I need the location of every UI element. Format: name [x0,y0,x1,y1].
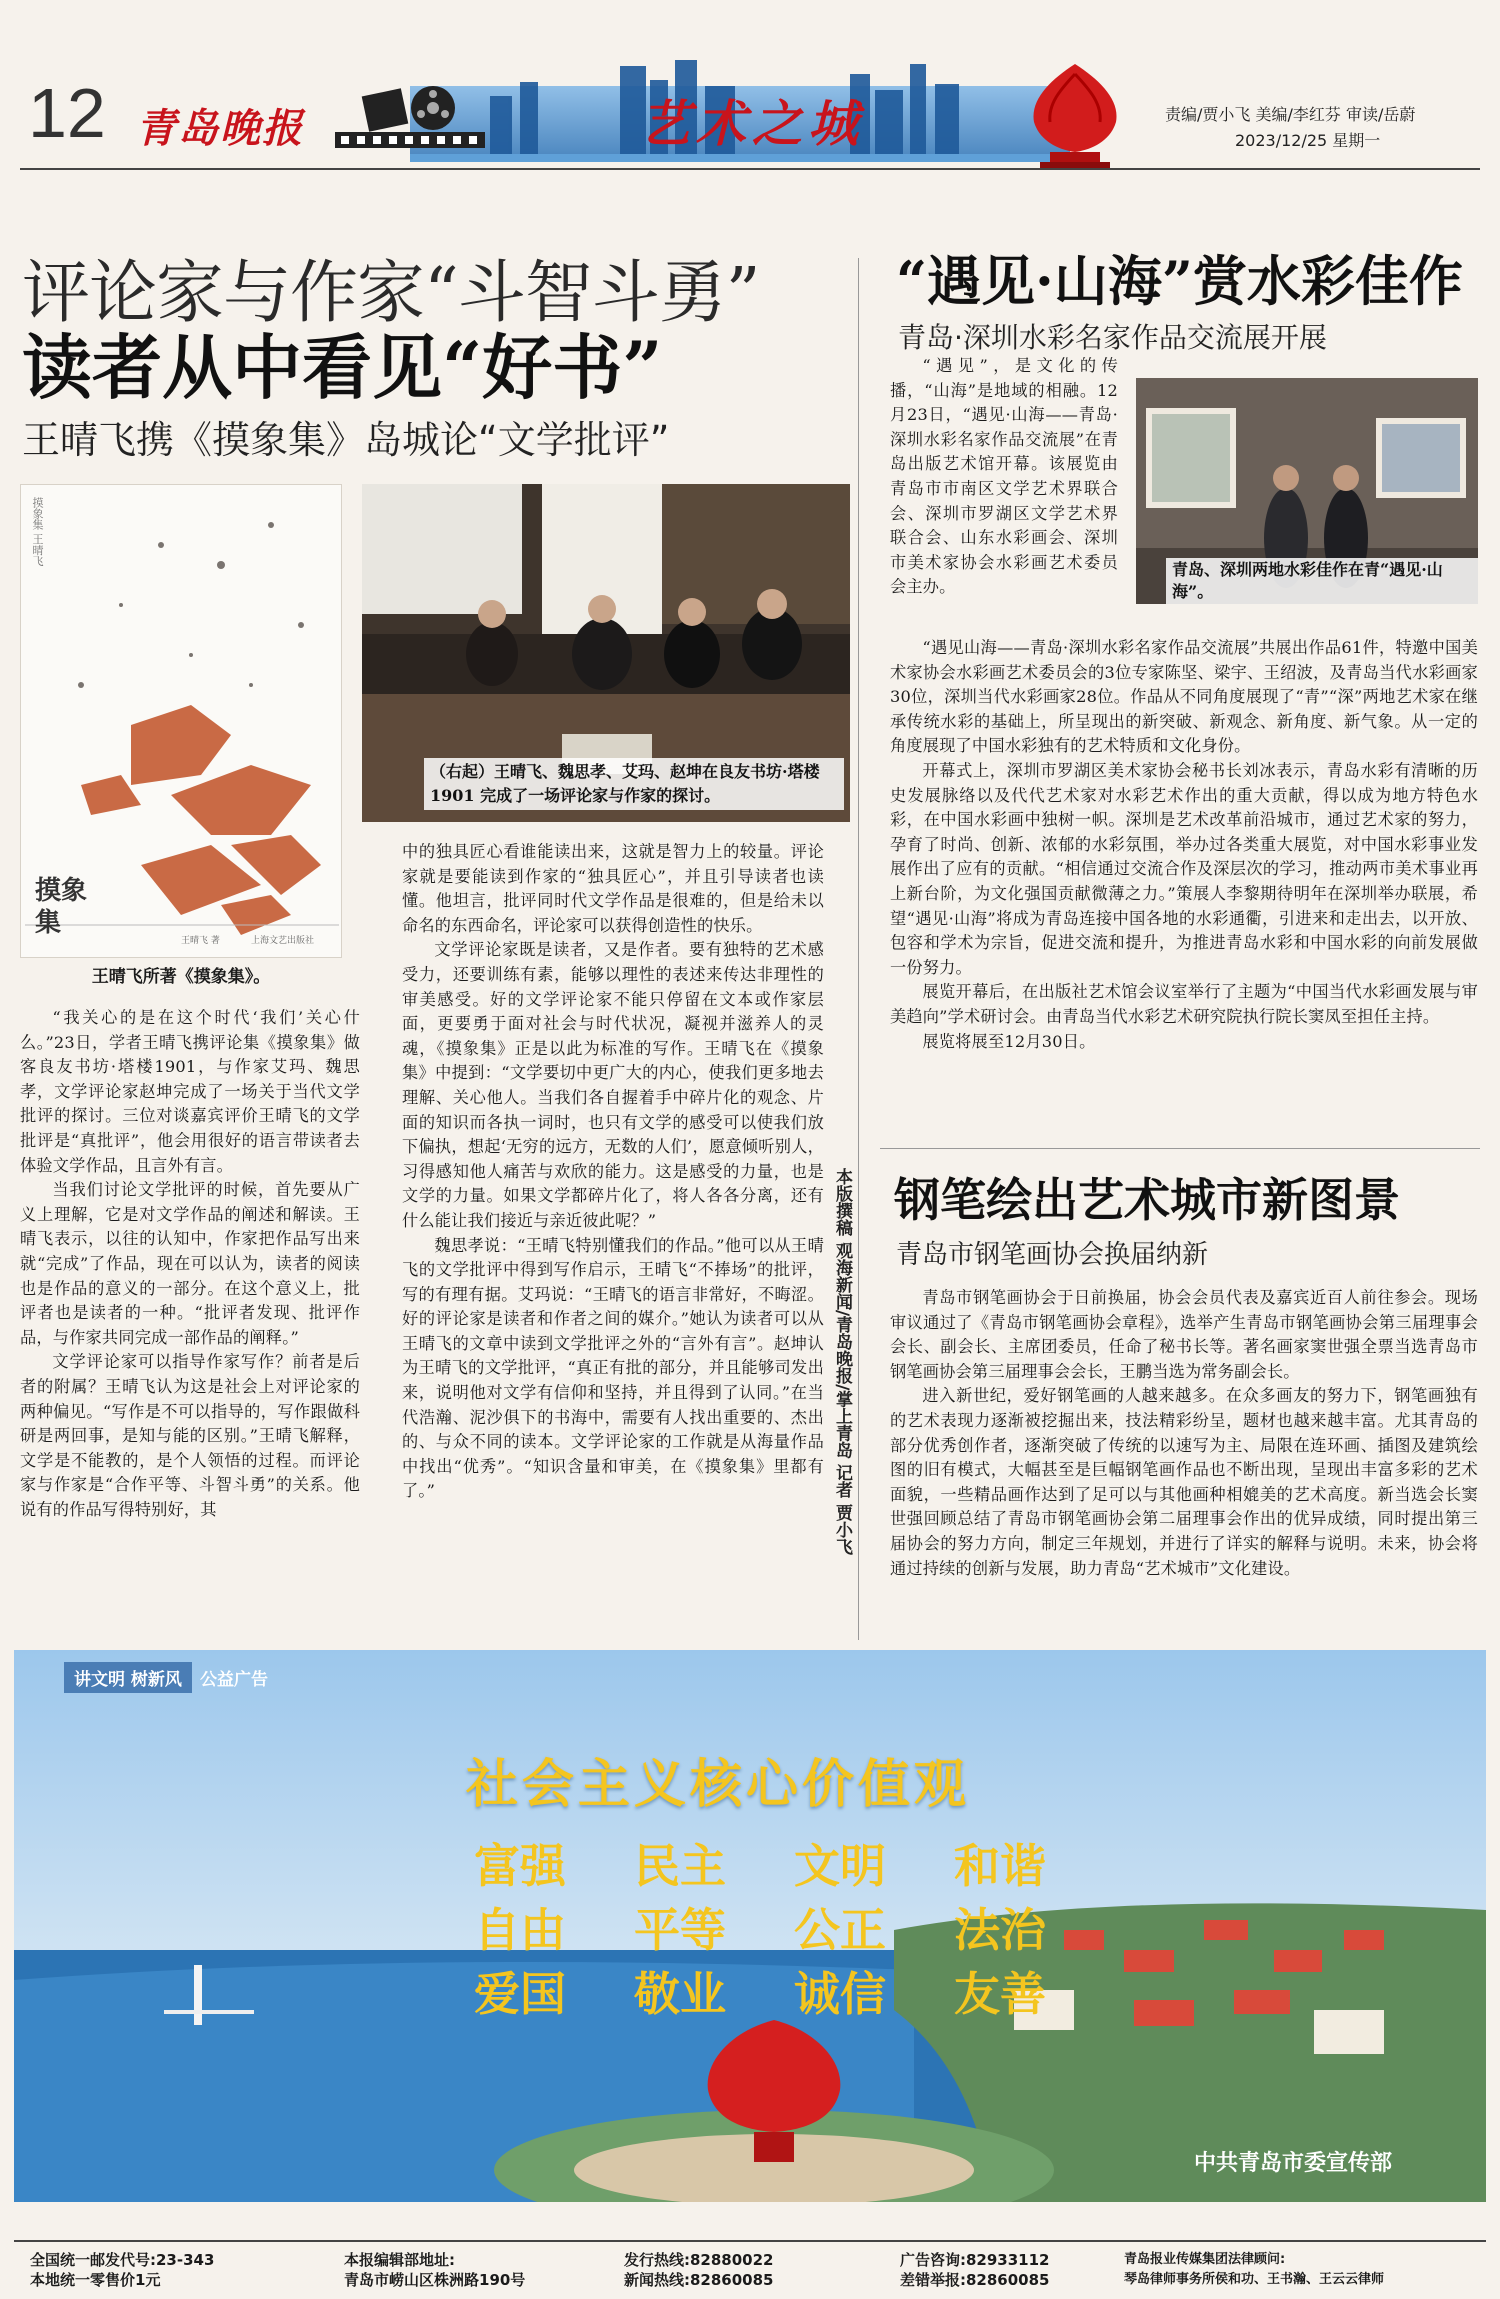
article2-paragraph: 开幕式上，深圳市罗湖区美术家协会秘书长刘冰表示，青岛水彩有清晰的历史发展脉络以及代代艺术家对水彩艺术作出的重大贡献，得以成为地方特色水彩，在中国水彩画中独树一帜。深圳是艺术改革前沿城市，通过艺术家的努力，孕育了时尚、创新、浓郁的水彩氛围，举办过各类重大展览，对中国水彩事业发展作出了应有的贡献。“相信通过交流合作及深层次的学习，推动两市美术事业再上新台阶，为文化强国贡献微薄之力。”策展人李黎期待明年在深圳举办联展，希望“遇见·山海”将成为青岛连接中国各地的水彩通衢，引进来和走出去，以开放、包容和学术为宗旨，促进交流和提升，为推进青岛水彩和中国水彩的向前发展做一份努力。 [890,760,1478,977]
article3-column [890,1286,1478,1581]
article3-paragraph: 进入新世纪，爱好钢笔画的人越来越多。在众多画友的努力下，钢笔画独有的艺术表现力逐渐被挖掘出来，技法精彩纷呈，题材也越来越丰富。尤其青岛的部分优秀创作者，逐渐突破了传统的以速写为主、局限在连环画、插图及建筑绘图的旧有模式，大幅甚至是巨幅钢笔画作品也不断出现，呈现出丰富多彩的艺术面貌，一些精品画作达到了足可以与其他画种相媲美的艺术高度。新当选会长窦世强回顾总结了青岛市钢笔画协会第二届理事会作出的优异成绩，同时提出第三届协会的努力方向，制定三年规划，并进行了详实的解释与说明。未来，协会将通过持续的创新与发展，助力青岛“艺术城市”文化建设。 [890,1386,1478,1578]
ad-value: 和谐 [954,1839,1046,1893]
issue-date: 2023/12/25 星期一 [1235,131,1381,150]
film-reel-icon [335,82,485,168]
ad-value: 公正 [794,1903,886,1957]
ad-value: 友善 [954,1967,1046,2021]
footer-item [344,2250,525,2290]
article-watercolor-headline: “遇见·山海”赏水彩佳作 [896,249,1463,313]
ad-value: 敬业 [634,1967,726,2021]
paper-name-logo: 青岛晚报 [136,105,304,152]
footer-item [30,2250,214,2290]
exhibition-photo-caption: 青岛、深圳两地水彩佳作在青“遇见·山海”。 [1166,558,1478,604]
footer-line: 青岛市崂山区株洲路190号 [344,2271,526,2289]
article2-paragraph: “遇见”，是文化的传播，“山海”是地域的相融。12月23日，“遇见·山海——青岛·深圳水彩名家作品交流展”在青岛出版艺术馆开幕。该展览由青岛市市南区文学艺术界联合会、深圳市罗湖区文学艺术界联合会、山东水彩画会、深圳市美术家协会水彩画艺术委员会主办。 [890,356,1118,597]
ad-value: 自由 [474,1903,566,1957]
article-pen-drawing-subheadline: 青岛市钢笔画协会换届纳新 [896,1240,1209,1270]
footer-item [900,2250,1050,2290]
footer-line: 新闻热线:82860085 [624,2271,774,2289]
article-byline: 本版撰稿 观海新闻/青岛晚报/掌上青岛 记者 贾小飞 [832,1168,852,1556]
book-publisher-on-cover: 上海文艺出版社 [251,936,315,946]
page-number: 12 [28,74,106,152]
ad-value: 平等 [634,1903,726,1957]
footer-line: 本报编辑部地址: [344,2251,455,2269]
article1-paragraph: 中的独具匠心看谁能读出来，这就是智力上的较量。评论家就是要能读到作家的“独具匠心”，并且引导读者也读懂。他坦言，批评同时代文学作品是很难的，但是给未以命名的东西命名，评论家可以获得创造性的快乐。 [402,842,824,935]
article-critic-headline-2: 读者从中看见“好书” [22,326,663,409]
article1-paragraph: 魏思孝说：“王晴飞特别懂我们的作品。”他可以从王晴飞的文学批评中得到写作启示，王晴飞“不捧场”的批评，写的有理有据。艾玛说：“王晴飞的语言非常好，不晦涩。好的评论家是读者和作者之间的媒介。”她认为读者可以从王晴飞的文章中读到文学批评之外的“言外有言”。赵坤认为王晴飞的文学批评，“真正有批的部分，并且能够司发出来，说明他对文学有信仰和坚持，并且得到了认同。”在当代浩瀚、泥沙俱下的书海中，需要有人找出重要的、杰出的、与众不同的读本。文学评论家的工作就是从海量作品中找出“优秀”。“知识含量和审美，在《摸象集》里都有了。” [402,1235,824,1501]
public-service-ad [14,1650,1486,2202]
ad-value: 爱国 [474,1967,566,2021]
article-critic-subheadline: 王晴飞携《摸象集》岛城论“文学批评” [22,418,670,462]
section-title: 艺术之城 [640,94,864,153]
ad-sponsor: 中共青岛市委宣传部 [1194,2151,1393,2176]
book-spine-text: 摸象集 王晴飞 [31,497,44,567]
ad-tag-slogan: 讲文明 树新风 [64,1662,192,1693]
footer-item [624,2250,774,2290]
article1-divider [858,258,859,1640]
masthead [0,0,1500,172]
article1-column-2 [402,840,824,1504]
ad-value: 法治 [954,1903,1046,1957]
footer-line: 琴岛律师事务所侯和功、王书瀚、王云云律师 [1124,2272,1385,2287]
article2-narrow-column [890,354,1118,600]
masthead-rule [20,168,1480,170]
ad-value: 文明 [794,1839,886,1893]
article1-paragraph: 当我们讨论文学批评的时候，首先要从广义上理解，它是对文学作品的阐述和解读。王晴飞表示，以往的认知中，作家把作品写出来就“完成”了作品，现在可以认为，读者的阅读也是作品的意义的一部分。在这个意义上，批评者也是读者的一种。“批评者发现、批评作品，与作家共同完成一部作品的阐释。” [20,1180,360,1347]
ad-title: 社会主义核心价值观 [466,1754,971,1815]
footer [14,2240,1486,2296]
article1-paragraph: “我关心的是在这个时代‘我们’关心什么。”23日，学者王晴飞携评论集《摸象集》做客良友书坊·塔楼1901，与作家艾玛、魏思孝，文学评论家赵坤完成了一场关于当代文学批评的探讨。三位对谈嘉宾评价王晴飞的文学批评是“真批评”，他会用很好的语言带读者去体验文学作品，且言外有言。 [20,1008,360,1175]
article1-paragraph: 文学评论家可以指导作家写作？前者是后者的附属？王晴飞认为这是社会上对评论家的两种偏见。“写作是不可以指导的，写作跟做科研是两回事，是知与能的区别。”王晴飞解释，文学是不能教的，是个人领悟的过程。而评论家与作家是“合作平等、斗智斗勇”的关系。他说有的作品写得特别好，其 [20,1352,360,1519]
book-cover-image [20,484,342,958]
article-pen-drawing-headline: 钢笔绘出艺术城市新图景 [894,1173,1400,1227]
article2-paragraph: “遇见山海——青岛·深圳水彩名家作品交流展”共展出作品61件，特邀中国美术家协会水彩画艺术委员会的3位专家陈坚、梁宇、王绍波，及青岛当代水彩画家30位，深圳当代水彩画家28位。作品从不同角度展现了“青”“深”两地艺术家在继承传统水彩的基础上，所呈现出的新突破、新观念、新角度、新气象。从一定的角度展现了中国水彩独有的艺术特质和文化身份。 [890,638,1478,756]
exhibition-photo [1136,378,1478,604]
footer-line: 差错举报:82860085 [900,2271,1050,2289]
footer-line: 发行热线:82880022 [624,2251,774,2269]
ad-tag-label: 公益广告 [200,1670,268,1690]
ad-value: 诚信 [794,1967,886,2021]
footer-line: 全国统一邮发代号:23-343 [30,2251,215,2269]
footer-line: 广告咨询:82933112 [900,2251,1050,2269]
may-fourth-sculpture-icon [1020,60,1130,176]
footer-item [1124,2250,1484,2290]
article1-paragraph: 文学评论家既是读者，又是作者。要有独特的艺术感受力，还要训练有素，能够以理性的表述来传达非理性的审美感受。好的文学评论家不能只停留在文本或作家层面，更要勇于面对社会与时代状况，凝视并滋养人的灵魂，《摸象集》正是以此为标准的写作。王晴飞在《摸象集》中提到：“文学要切中更广大的内心，使我们更多地去理解、关心他人。当我们各自握着手中碎片化的观念、片面的知识而各执一词时，也只有文学的感受可以使我们放下偏执，想起‘无穷的远方，无数的人们’，愿意倾听别人，习得感知他人痛苦与欢欣的能力。这是感受的力量，也是文学的力量。如果文学都碎片化了，将人各各分离，还有什么能让我们接近与亲近彼此呢？” [402,940,824,1230]
ad-value: 富强 [474,1839,566,1893]
footer-line: 本地统一零售价1元 [30,2271,161,2289]
article-watercolor-subheadline: 青岛·深圳水彩名家作品交流展开展 [898,321,1327,354]
article2-paragraph: 展览开幕后，在出版社艺术馆会议室举行了主题为“中国当代水彩画发展与审美趋向”学术研讨会。由青岛当代水彩艺术研究院执行院长窦凤至担任主持。 [890,982,1478,1026]
article3-paragraph: 青岛市钢笔画协会于日前换届，协会会员代表及嘉宾近百人前往参会。现场审议通过了《青岛市钢笔画协会章程》，选举产生青岛市钢笔画协会第三届理事会会长、副会长、主席团委员，任命了秘书长等。著名画家窦世强全票当选青岛市钢笔画协会第三届理事会会长，王鹏当选为常务副会长。 [890,1288,1478,1381]
event-photo-caption: （右起）王晴飞、魏思孝、艾玛、赵坤在良友书坊·塔楼 1901 完成了一场评论家与作家的探讨。 [424,758,844,810]
editors-credit: 责编/贾小飞 美编/李红芬 审读/岳蔚 [1165,105,1416,124]
article1-column-1 [20,1006,360,1522]
ad-value: 民主 [634,1839,726,1893]
article2-paragraph: 展览将展至12月30日。 [922,1031,1096,1051]
footer-line: 青岛报业传媒集团法律顾问: [1124,2252,1286,2267]
article2-wide-column [890,636,1478,1054]
book-caption: 王晴飞所著《摸象集》。 [91,967,271,987]
article2-divider [880,1148,1480,1149]
event-photo [362,484,850,822]
article-critic-headline-1: 评论家与作家“斗智斗勇” [22,254,760,333]
book-author-on-cover: 王晴飞 著 [181,936,220,946]
ad-core-values-grid [454,1830,1074,2030]
book-title-on-cover: 摸象集 [35,876,88,938]
